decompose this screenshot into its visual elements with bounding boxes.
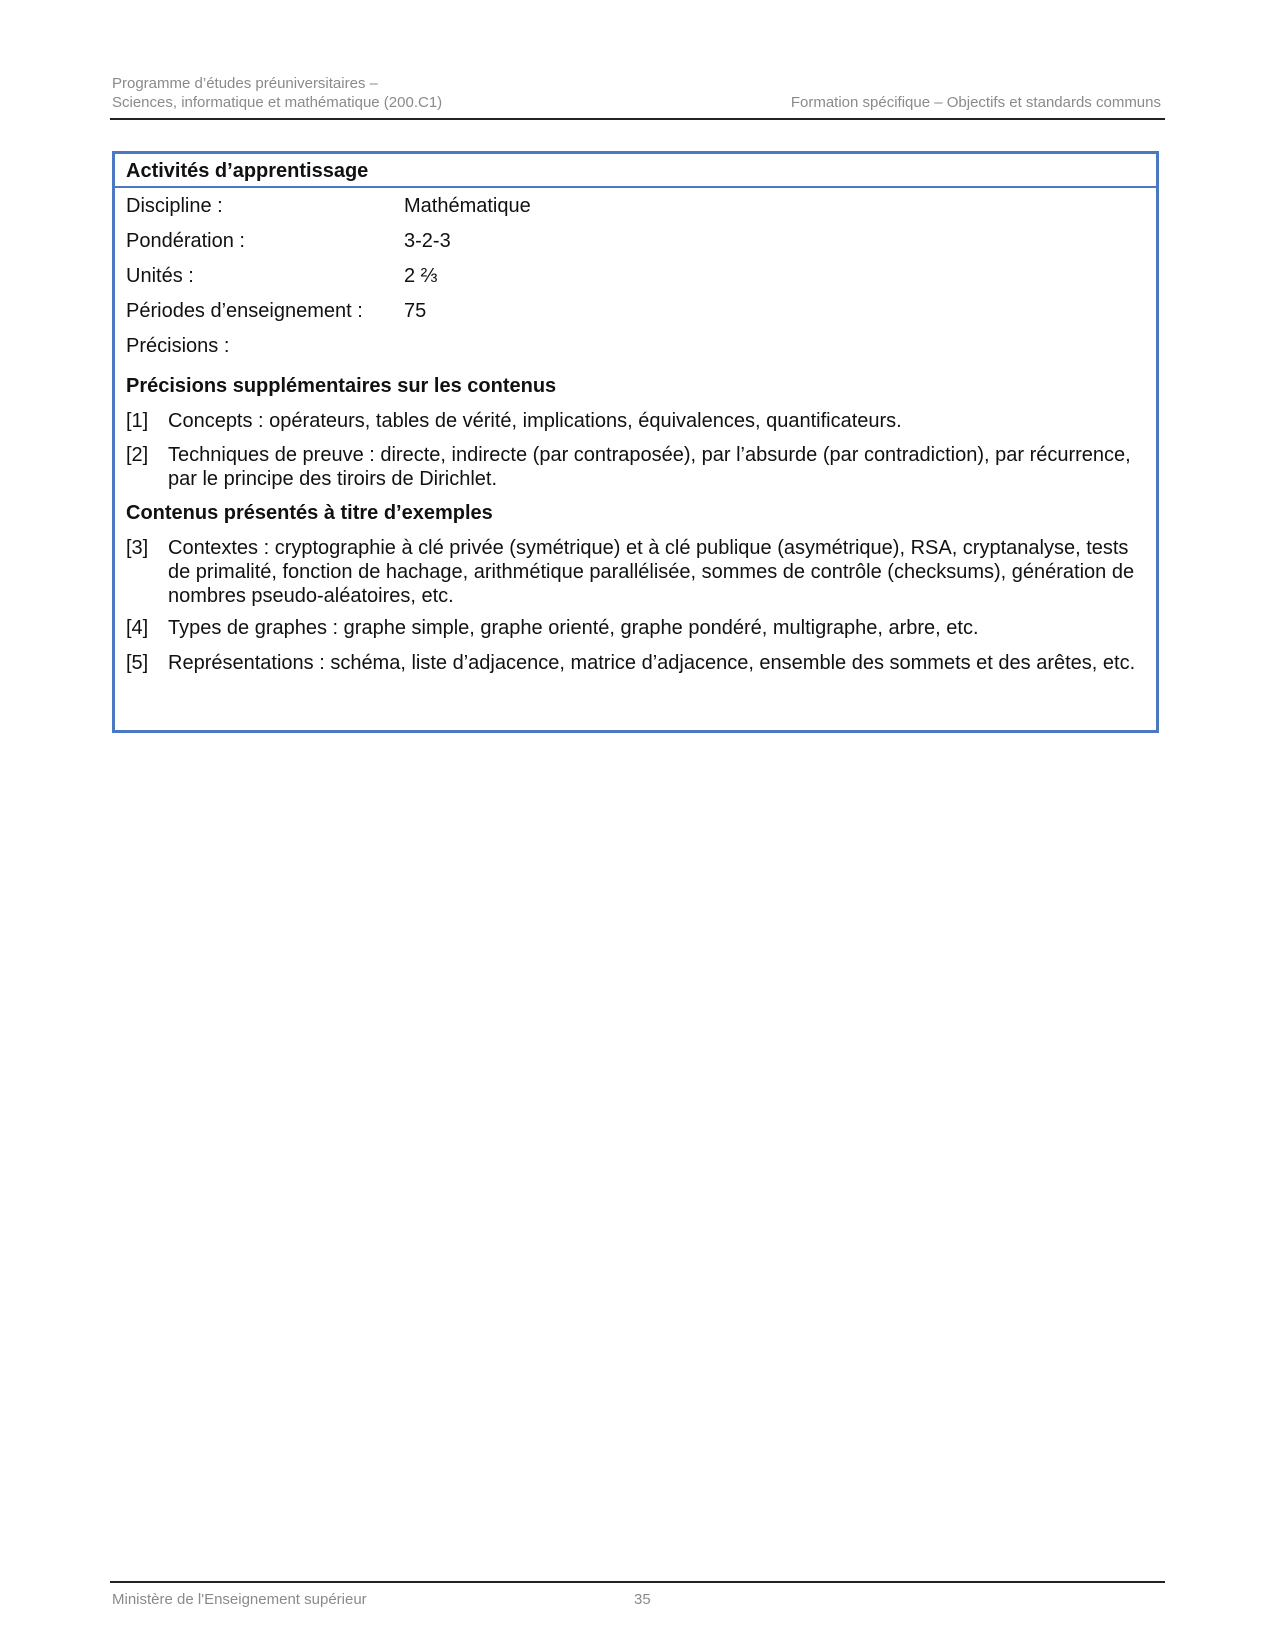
item-number: [1]	[126, 410, 149, 432]
box-title: Activités d’apprentissage	[115, 154, 1156, 188]
field-row-units	[126, 264, 438, 288]
item-text: Techniques de preuve : directe, indirecte (par contraposée), par l’absurde (par contradiction), par récurrence, par le principe des tiroirs de Dirichlet.	[168, 444, 1131, 490]
header-program-line2: Sciences, informatique et mathématique (200.C1)	[112, 94, 443, 111]
field-value: 2 ⅔	[404, 265, 438, 287]
field-row-discipline	[126, 194, 531, 218]
field-row-periods	[126, 299, 427, 323]
field-row-ponderation	[126, 229, 451, 253]
section-title-additional-precisions: Précisions supplémentaires sur les contenus	[126, 375, 557, 397]
learning-activities-box	[112, 151, 1159, 733]
field-value: 75	[404, 300, 427, 322]
header-program	[112, 74, 442, 112]
field-value: 3-2-3	[404, 230, 451, 252]
item-text: Types de graphes : graphe simple, graphe orienté, graphe pondéré, multigraphe, arbre, etc.	[168, 617, 979, 639]
item-number: [5]	[126, 652, 149, 674]
list-item	[126, 409, 1136, 433]
page-number: 35	[634, 1591, 651, 1608]
field-value: Mathématique	[404, 195, 531, 217]
item-number: [2]	[126, 444, 149, 466]
header-section: Formation spécifique – Objectifs et standards communs	[790, 94, 1161, 111]
section-title-examples: Contenus présentés à titre d’exemples	[126, 502, 493, 524]
item-text: Contextes : cryptographie à clé privée (symétrique) et à clé publique (asymétrique), RSA, cryptanalyse, tests de primalité, fonction de hachage, arithmétique parallélisée, sommes de contrôle (checksums), génération de nombres pseudo-aléatoires, etc.	[168, 537, 1135, 607]
list-item	[126, 443, 1136, 491]
header-program-line1: Programme d’études préuniversitaires –	[112, 75, 378, 92]
field-label: Discipline :	[126, 195, 223, 217]
list-item	[126, 616, 1136, 640]
field-label: Précisions :	[126, 335, 230, 357]
field-label: Pondération :	[126, 230, 245, 252]
page-footer	[110, 1581, 1165, 1608]
list-item	[126, 536, 1136, 608]
item-text: Concepts : opérateurs, tables de vérité, implications, équivalences, quantificateurs.	[168, 410, 902, 432]
page-header	[110, 74, 1165, 120]
item-text: Représentations : schéma, liste d’adjacence, matrice d’adjacence, ensemble des sommets et des arêtes, etc.	[168, 652, 1136, 674]
field-label: Périodes d’enseignement :	[126, 300, 363, 322]
footer-ministry: Ministère de l'Enseignement supérieur	[112, 1591, 367, 1608]
item-number: [3]	[126, 537, 149, 559]
list-item	[126, 651, 1136, 675]
field-row-precisions	[126, 334, 229, 358]
item-number: [4]	[126, 617, 149, 639]
field-label: Unités :	[126, 265, 194, 287]
